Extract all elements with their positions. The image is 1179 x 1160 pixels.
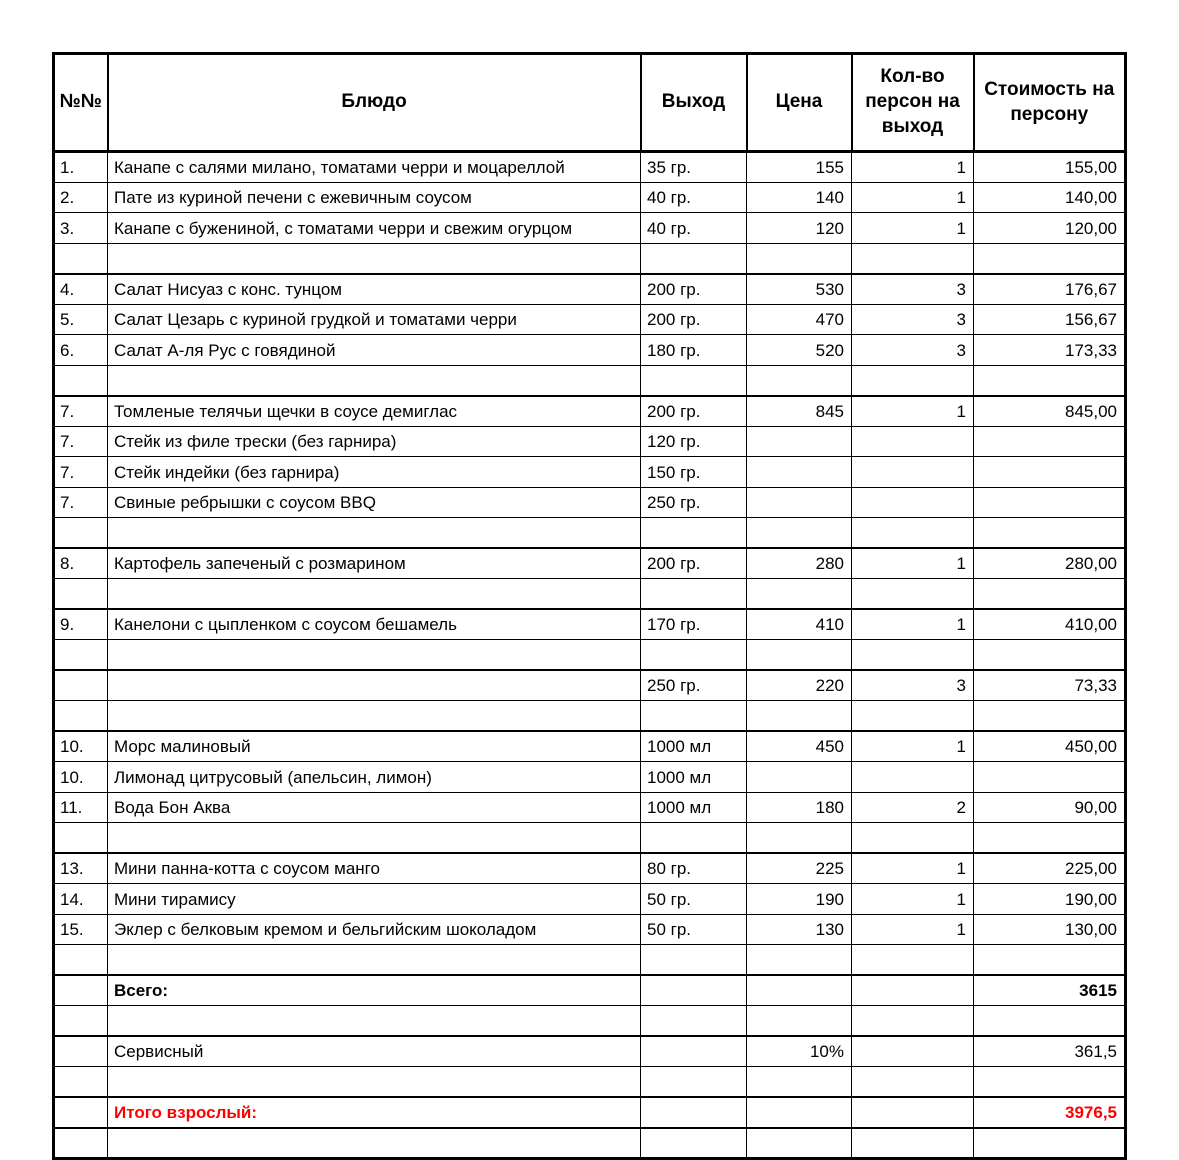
cell-price bbox=[747, 1006, 852, 1037]
cell-dish: Лимонад цитрусовый (апельсин, лимон) bbox=[108, 762, 641, 793]
blank-row bbox=[54, 243, 1126, 274]
cell-dish bbox=[108, 945, 641, 976]
blank-row bbox=[54, 365, 1126, 396]
cell-persons bbox=[852, 579, 974, 610]
cell-price bbox=[747, 701, 852, 732]
cell-dish bbox=[108, 640, 641, 671]
cell-dish bbox=[108, 365, 641, 396]
cell-number: 8. bbox=[54, 548, 108, 579]
cell-price: 845 bbox=[747, 396, 852, 427]
cell-price bbox=[747, 1128, 852, 1159]
cell-number: 7. bbox=[54, 457, 108, 488]
table-row bbox=[54, 762, 1126, 793]
cell-cost bbox=[974, 762, 1126, 793]
cell-output bbox=[641, 1006, 747, 1037]
cell-number bbox=[54, 1036, 108, 1067]
cell-dish bbox=[108, 670, 641, 701]
cell-price: 220 bbox=[747, 670, 852, 701]
cell-price bbox=[747, 426, 852, 457]
table-row bbox=[54, 792, 1126, 823]
cell-persons bbox=[852, 1128, 974, 1159]
cell-number: 4. bbox=[54, 274, 108, 305]
cell-persons: 1 bbox=[852, 182, 974, 213]
cell-cost bbox=[974, 640, 1126, 671]
cell-number bbox=[54, 518, 108, 549]
cell-number: 9. bbox=[54, 609, 108, 640]
cell-price bbox=[747, 243, 852, 274]
blank-row bbox=[54, 945, 1126, 976]
cell-dish bbox=[108, 1128, 641, 1159]
table-row bbox=[54, 274, 1126, 305]
cell-persons bbox=[852, 701, 974, 732]
cell-output: 120 гр. bbox=[641, 426, 747, 457]
cell-cost bbox=[974, 823, 1126, 854]
catering-menu-sheet bbox=[52, 52, 1127, 1160]
blank-row bbox=[54, 1128, 1126, 1159]
table-row bbox=[54, 152, 1126, 183]
cell-cost: 450,00 bbox=[974, 731, 1126, 762]
cell-number: 13. bbox=[54, 853, 108, 884]
cell-cost bbox=[974, 701, 1126, 732]
cell-dish: Канапе с бужениной, с томатами черри и свежим огурцом bbox=[108, 213, 641, 244]
cell-output bbox=[641, 1097, 747, 1128]
cell-output bbox=[641, 518, 747, 549]
menu-table-header bbox=[54, 54, 1126, 152]
table-row bbox=[54, 1097, 1126, 1128]
cell-cost: 173,33 bbox=[974, 335, 1126, 366]
cell-persons: 1 bbox=[852, 609, 974, 640]
cell-price bbox=[747, 579, 852, 610]
table-row bbox=[54, 487, 1126, 518]
cell-number: 6. bbox=[54, 335, 108, 366]
cell-output: 50 гр. bbox=[641, 914, 747, 945]
cell-output: 40 гр. bbox=[641, 213, 747, 244]
cell-number: 10. bbox=[54, 762, 108, 793]
cell-persons bbox=[852, 1036, 974, 1067]
cell-price bbox=[747, 762, 852, 793]
cell-persons bbox=[852, 1097, 974, 1128]
blank-row bbox=[54, 1067, 1126, 1098]
cell-number: 3. bbox=[54, 213, 108, 244]
header-output: Выход bbox=[641, 54, 747, 152]
cell-persons: 3 bbox=[852, 670, 974, 701]
cell-output: 35 гр. bbox=[641, 152, 747, 183]
cell-persons: 1 bbox=[852, 396, 974, 427]
cell-output: 170 гр. bbox=[641, 609, 747, 640]
cell-output bbox=[641, 243, 747, 274]
cell-number bbox=[54, 975, 108, 1006]
blank-row bbox=[54, 1006, 1126, 1037]
cell-cost: 225,00 bbox=[974, 853, 1126, 884]
cell-number bbox=[54, 579, 108, 610]
cell-number: 11. bbox=[54, 792, 108, 823]
table-row bbox=[54, 853, 1126, 884]
cell-persons: 1 bbox=[852, 152, 974, 183]
cell-number bbox=[54, 701, 108, 732]
cell-cost: 845,00 bbox=[974, 396, 1126, 427]
cell-output: 1000 мл bbox=[641, 731, 747, 762]
cell-cost: 120,00 bbox=[974, 213, 1126, 244]
cell-dish: Томленые телячьи щечки в соусе демиглас bbox=[108, 396, 641, 427]
cell-dish: Всего: bbox=[108, 975, 641, 1006]
cell-dish: Салат Нисуаз с конс. тунцом bbox=[108, 274, 641, 305]
cell-output bbox=[641, 579, 747, 610]
table-row bbox=[54, 457, 1126, 488]
cell-persons: 3 bbox=[852, 304, 974, 335]
cell-output: 40 гр. bbox=[641, 182, 747, 213]
table-row bbox=[54, 426, 1126, 457]
cell-number: 7. bbox=[54, 426, 108, 457]
cell-persons: 3 bbox=[852, 335, 974, 366]
cell-dish bbox=[108, 243, 641, 274]
cell-persons bbox=[852, 1006, 974, 1037]
cell-number bbox=[54, 1128, 108, 1159]
cell-persons bbox=[852, 1067, 974, 1098]
cell-price: 130 bbox=[747, 914, 852, 945]
cell-number bbox=[54, 640, 108, 671]
cell-dish: Итого взрослый: bbox=[108, 1097, 641, 1128]
cell-number: 1. bbox=[54, 152, 108, 183]
table-row bbox=[54, 213, 1126, 244]
cell-dish: Салат Цезарь с куриной грудкой и томатами черри bbox=[108, 304, 641, 335]
cell-price: 10% bbox=[747, 1036, 852, 1067]
cell-cost: 410,00 bbox=[974, 609, 1126, 640]
cell-cost bbox=[974, 457, 1126, 488]
cell-output: 1000 мл bbox=[641, 762, 747, 793]
table-row bbox=[54, 335, 1126, 366]
cell-cost: 190,00 bbox=[974, 884, 1126, 915]
cell-output bbox=[641, 823, 747, 854]
cell-price bbox=[747, 518, 852, 549]
cell-output bbox=[641, 1036, 747, 1067]
blank-row bbox=[54, 579, 1126, 610]
header-dish: Блюдо bbox=[108, 54, 641, 152]
cell-price: 520 bbox=[747, 335, 852, 366]
cell-price: 190 bbox=[747, 884, 852, 915]
cell-cost bbox=[974, 1128, 1126, 1159]
cell-persons: 2 bbox=[852, 792, 974, 823]
cell-number: 7. bbox=[54, 396, 108, 427]
cell-output: 200 гр. bbox=[641, 548, 747, 579]
cell-price: 410 bbox=[747, 609, 852, 640]
cell-dish: Картофель запеченый с розмарином bbox=[108, 548, 641, 579]
cell-dish bbox=[108, 1006, 641, 1037]
header-cost-per-person: Стоимость на персону bbox=[974, 54, 1126, 152]
cell-dish bbox=[108, 823, 641, 854]
table-row bbox=[54, 914, 1126, 945]
cell-cost: 130,00 bbox=[974, 914, 1126, 945]
cell-number bbox=[54, 945, 108, 976]
cell-output bbox=[641, 975, 747, 1006]
cell-price: 280 bbox=[747, 548, 852, 579]
cell-dish: Свиные ребрышки с соусом BBQ bbox=[108, 487, 641, 518]
cell-output: 150 гр. bbox=[641, 457, 747, 488]
menu-table bbox=[52, 52, 1127, 1160]
cell-price bbox=[747, 823, 852, 854]
cell-price: 225 bbox=[747, 853, 852, 884]
cell-persons: 1 bbox=[852, 914, 974, 945]
table-row bbox=[54, 884, 1126, 915]
cell-output bbox=[641, 365, 747, 396]
blank-row bbox=[54, 701, 1126, 732]
cell-price bbox=[747, 365, 852, 396]
cell-cost bbox=[974, 518, 1126, 549]
cell-cost: 3615 bbox=[974, 975, 1126, 1006]
cell-persons bbox=[852, 640, 974, 671]
cell-dish: Пате из куриной печени с ежевичным соусом bbox=[108, 182, 641, 213]
table-row bbox=[54, 304, 1126, 335]
cell-price: 450 bbox=[747, 731, 852, 762]
cell-dish: Морс малиновый bbox=[108, 731, 641, 762]
cell-number: 7. bbox=[54, 487, 108, 518]
cell-cost bbox=[974, 1067, 1126, 1098]
cell-dish bbox=[108, 701, 641, 732]
menu-table-body bbox=[54, 152, 1126, 1159]
cell-output: 50 гр. bbox=[641, 884, 747, 915]
cell-price bbox=[747, 975, 852, 1006]
cell-persons bbox=[852, 426, 974, 457]
cell-price bbox=[747, 1067, 852, 1098]
cell-price bbox=[747, 487, 852, 518]
table-row bbox=[54, 975, 1126, 1006]
cell-number bbox=[54, 1067, 108, 1098]
cell-number bbox=[54, 1097, 108, 1128]
table-row bbox=[54, 182, 1126, 213]
table-row bbox=[54, 609, 1126, 640]
cell-cost: 176,67 bbox=[974, 274, 1126, 305]
cell-output: 1000 мл bbox=[641, 792, 747, 823]
cell-output: 200 гр. bbox=[641, 396, 747, 427]
cell-persons bbox=[852, 762, 974, 793]
cell-output: 180 гр. bbox=[641, 335, 747, 366]
cell-cost bbox=[974, 365, 1126, 396]
cell-output bbox=[641, 701, 747, 732]
cell-output bbox=[641, 1067, 747, 1098]
cell-number bbox=[54, 670, 108, 701]
cell-dish: Эклер с белковым кремом и бельгийским шоколадом bbox=[108, 914, 641, 945]
blank-row bbox=[54, 518, 1126, 549]
header-number: №№ bbox=[54, 54, 108, 152]
cell-number bbox=[54, 243, 108, 274]
cell-persons: 1 bbox=[852, 731, 974, 762]
cell-number bbox=[54, 365, 108, 396]
cell-output: 200 гр. bbox=[641, 274, 747, 305]
cell-persons: 1 bbox=[852, 884, 974, 915]
cell-price: 140 bbox=[747, 182, 852, 213]
cell-cost bbox=[974, 243, 1126, 274]
cell-cost: 361,5 bbox=[974, 1036, 1126, 1067]
table-row bbox=[54, 396, 1126, 427]
cell-cost bbox=[974, 487, 1126, 518]
cell-output bbox=[641, 1128, 747, 1159]
cell-cost: 90,00 bbox=[974, 792, 1126, 823]
cell-output: 250 гр. bbox=[641, 670, 747, 701]
cell-persons bbox=[852, 823, 974, 854]
cell-output: 200 гр. bbox=[641, 304, 747, 335]
cell-cost bbox=[974, 579, 1126, 610]
cell-persons: 1 bbox=[852, 853, 974, 884]
cell-dish: Канапе с салями милано, томатами черри и моцареллой bbox=[108, 152, 641, 183]
cell-price: 120 bbox=[747, 213, 852, 244]
table-row bbox=[54, 670, 1126, 701]
cell-persons bbox=[852, 457, 974, 488]
cell-dish bbox=[108, 518, 641, 549]
cell-cost: 156,67 bbox=[974, 304, 1126, 335]
cell-dish bbox=[108, 1067, 641, 1098]
cell-number: 5. bbox=[54, 304, 108, 335]
cell-dish: Мини тирамису bbox=[108, 884, 641, 915]
cell-dish: Стейк индейки (без гарнира) bbox=[108, 457, 641, 488]
cell-output: 250 гр. bbox=[641, 487, 747, 518]
cell-persons: 1 bbox=[852, 548, 974, 579]
cell-persons bbox=[852, 243, 974, 274]
cell-price bbox=[747, 945, 852, 976]
cell-number: 2. bbox=[54, 182, 108, 213]
cell-persons bbox=[852, 975, 974, 1006]
cell-output: 80 гр. bbox=[641, 853, 747, 884]
cell-cost: 73,33 bbox=[974, 670, 1126, 701]
cell-cost bbox=[974, 1006, 1126, 1037]
cell-persons bbox=[852, 945, 974, 976]
cell-price bbox=[747, 457, 852, 488]
cell-price: 530 bbox=[747, 274, 852, 305]
cell-dish: Вода Бон Аква bbox=[108, 792, 641, 823]
cell-number: 10. bbox=[54, 731, 108, 762]
cell-cost: 280,00 bbox=[974, 548, 1126, 579]
header-price: Цена bbox=[747, 54, 852, 152]
cell-persons: 3 bbox=[852, 274, 974, 305]
cell-dish: Сервисный bbox=[108, 1036, 641, 1067]
header-persons: Кол-во персон на выход bbox=[852, 54, 974, 152]
cell-persons bbox=[852, 365, 974, 396]
cell-persons: 1 bbox=[852, 213, 974, 244]
cell-cost: 155,00 bbox=[974, 152, 1126, 183]
blank-row bbox=[54, 640, 1126, 671]
table-row bbox=[54, 731, 1126, 762]
cell-number: 15. bbox=[54, 914, 108, 945]
blank-row bbox=[54, 823, 1126, 854]
cell-dish bbox=[108, 579, 641, 610]
table-row bbox=[54, 1036, 1126, 1067]
table-row bbox=[54, 548, 1126, 579]
cell-dish: Салат А-ля Рус с говядиной bbox=[108, 335, 641, 366]
cell-persons bbox=[852, 518, 974, 549]
cell-price: 470 bbox=[747, 304, 852, 335]
cell-price: 155 bbox=[747, 152, 852, 183]
cell-number bbox=[54, 1006, 108, 1037]
cell-price bbox=[747, 1097, 852, 1128]
cell-dish: Канелони с цыпленком с соусом бешамель bbox=[108, 609, 641, 640]
cell-cost: 3976,5 bbox=[974, 1097, 1126, 1128]
cell-dish: Мини панна-котта с соусом манго bbox=[108, 853, 641, 884]
cell-output bbox=[641, 640, 747, 671]
cell-cost bbox=[974, 426, 1126, 457]
cell-price bbox=[747, 640, 852, 671]
cell-persons bbox=[852, 487, 974, 518]
cell-cost bbox=[974, 945, 1126, 976]
cell-dish: Стейк из филе трески (без гарнира) bbox=[108, 426, 641, 457]
header-row bbox=[54, 54, 1126, 152]
cell-price: 180 bbox=[747, 792, 852, 823]
cell-number bbox=[54, 823, 108, 854]
cell-cost: 140,00 bbox=[974, 182, 1126, 213]
cell-output bbox=[641, 945, 747, 976]
cell-number: 14. bbox=[54, 884, 108, 915]
